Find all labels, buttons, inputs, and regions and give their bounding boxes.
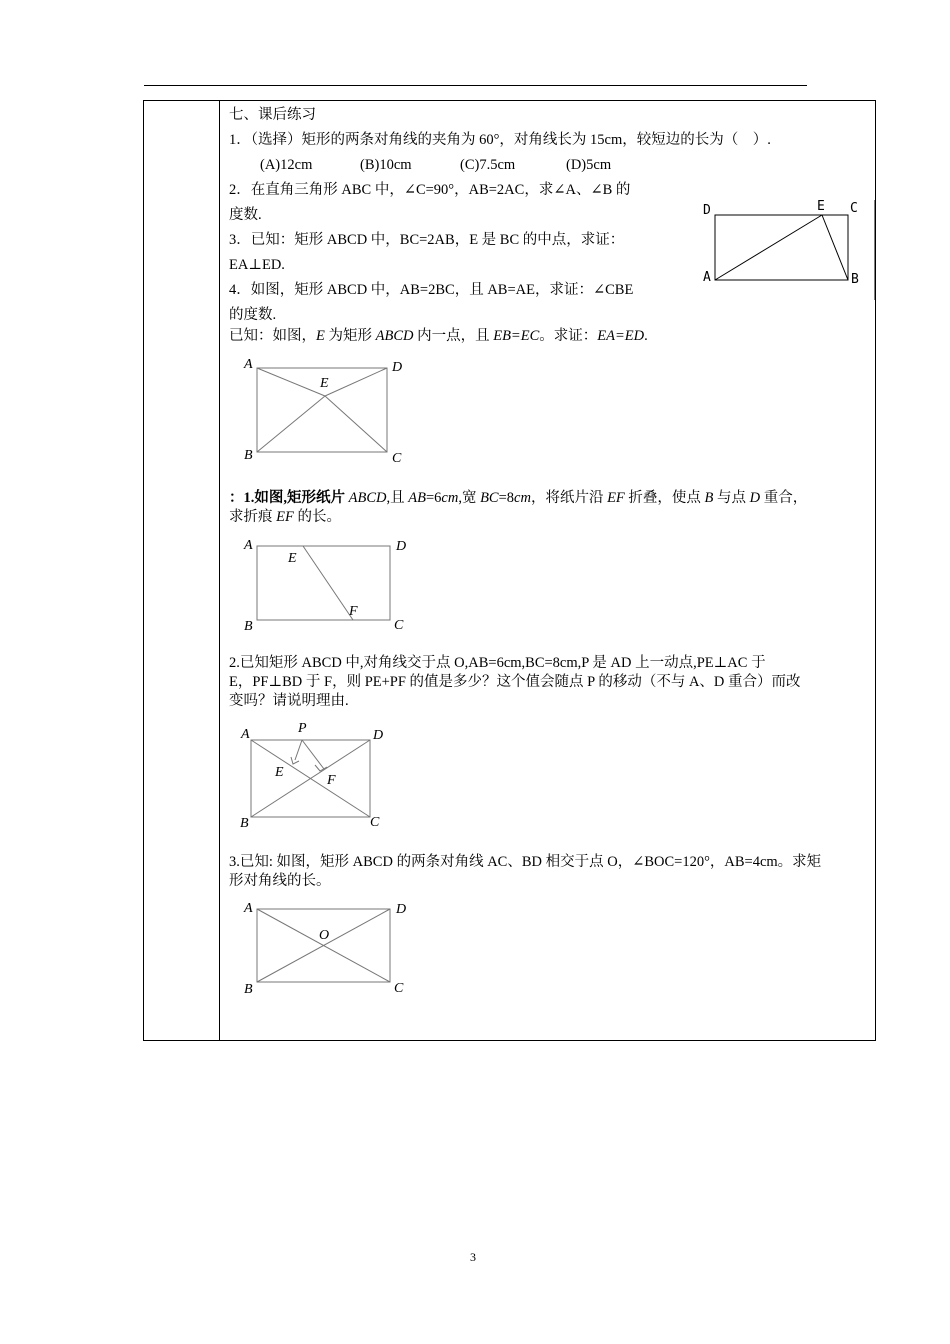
figure-1-rectangle — [700, 200, 875, 300]
fig1-label-e: E — [817, 199, 825, 214]
fig4-label-b: B — [240, 816, 249, 831]
fig3-label-f: F — [349, 604, 358, 619]
fig2-label-b: B — [244, 448, 253, 463]
figure-5-rectangle — [257, 909, 391, 983]
question-2-line2: 度数. — [229, 207, 262, 223]
fig4-label-c: C — [370, 815, 380, 830]
fig4-label-d: D — [373, 728, 384, 743]
question-2-line1: 2．在直角三角形 ABC 中，∠C=90°，AB=2AC，求∠A、∠B 的 — [229, 182, 631, 198]
page-number: 3 — [470, 1250, 476, 1264]
q1-option-d: (D)5cm — [566, 157, 612, 173]
fig5-label-b: B — [244, 982, 253, 997]
q1-option-a: (A)12cm — [260, 157, 313, 173]
table-column-divider — [219, 100, 220, 1041]
fig5-label-a: A — [244, 901, 253, 916]
problem-8-line1: 3.已知: 如图，矩形 ABCD 的两条对角线 AC、BD 相交于点 O，∠BOC=120°，AB=4cm。求矩 — [229, 854, 822, 870]
header-rule — [144, 85, 807, 86]
fig5-label-c: C — [394, 981, 404, 996]
section-title: 七、课后练习 — [229, 107, 316, 123]
fig3-label-c: C — [394, 618, 404, 633]
fig4-label-p: P — [298, 721, 307, 736]
figure-3-rectangle — [257, 546, 391, 622]
fig5-label-d: D — [396, 902, 407, 917]
problem-5-text: 已知：如图，E 为矩形 ABCD 内一点，且 EB=EC。求证：EA=ED. — [229, 328, 648, 344]
fig2-label-d: D — [392, 360, 403, 375]
figure-4-rectangle — [251, 740, 371, 818]
q1-option-c: (C)7.5cm — [460, 157, 516, 173]
q1-option-b: (B)10cm — [360, 157, 412, 173]
question-4-line2: 的度数. — [229, 307, 277, 323]
fig3-label-b: B — [244, 619, 253, 634]
fig2-label-a: A — [244, 357, 253, 372]
fig2-label-c: C — [392, 451, 402, 466]
fig2-label-e: E — [320, 376, 329, 391]
fig1-label-c: C — [850, 201, 858, 216]
fig1-label-a: A — [703, 270, 711, 285]
fig4-label-f: F — [327, 773, 336, 788]
fig3-label-d: D — [396, 539, 407, 554]
question-1-stem: 1．（选择）矩形的两条对角线的夹角为 60°，对角线长为 15cm，较短边的长为（ ）. — [229, 132, 771, 148]
problem-8-line2: 形对角线的长。 — [229, 873, 331, 889]
problem-7-line2: E，PF⊥BD 于 F，则 PE+PF 的值是多少？这个值会随点 P 的移动（不与 A、D 重合）而改 — [229, 674, 801, 690]
problem-7-line1: 2.已知矩形 ABCD 中,对角线交于点 O,AB=6cm,BC=8cm,P 是 AD 上一动点,PE⊥AC 于 — [229, 655, 766, 671]
fig1-label-b: B — [851, 272, 859, 287]
fig3-label-e: E — [288, 551, 297, 566]
fig3-label-a: A — [244, 538, 253, 553]
question-3-line1: 3．已知：矩形 ABCD 中，BC=2AB，E 是 BC 的中点，求证： — [229, 232, 625, 248]
question-3-line2: EA⊥ED. — [229, 257, 285, 273]
fig4-label-a: A — [241, 727, 250, 742]
problem-6-line2: 求折痕 EF 的长。 — [229, 509, 341, 525]
fig5-label-o: O — [319, 928, 330, 943]
problem-6-line1: ：1.如图,矩形纸片 ABCD,且 AB=6cm,宽 BC=8cm，将纸片沿 EF 折叠，使点 B 与点 D 重合， — [229, 490, 808, 506]
problem-7-line3: 变吗？请说明理由. — [229, 693, 349, 709]
fig4-label-e: E — [275, 765, 284, 780]
fig1-label-d: D — [703, 203, 711, 218]
question-4-line1: 4．如图，矩形 ABCD 中，AB=2BC，且 AB=AE，求证：∠CBE — [229, 282, 634, 298]
